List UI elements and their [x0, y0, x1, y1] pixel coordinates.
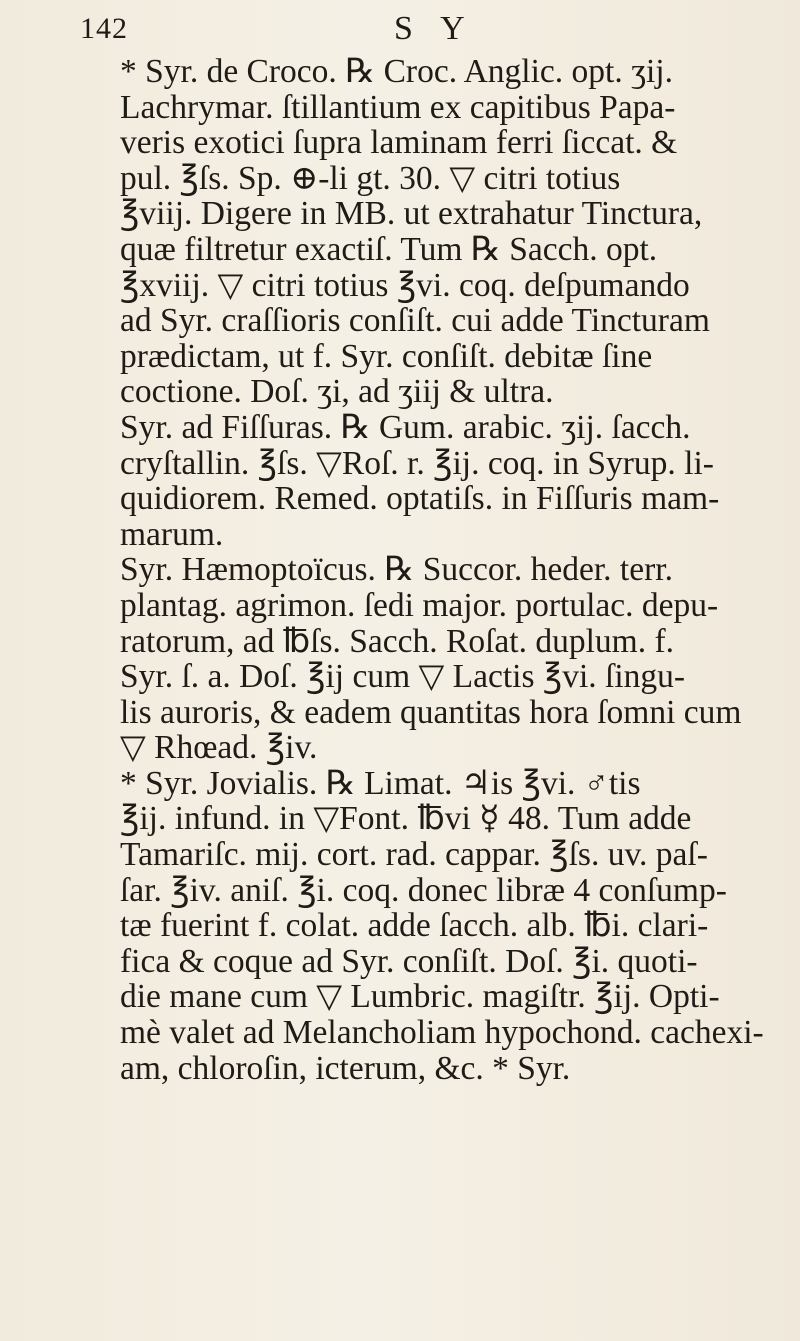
- page-number: 142: [80, 12, 128, 45]
- text-line: Syr. Hæmoptoïcus. ℞ Succor. heder. terr.: [120, 552, 673, 588]
- text-line: tæ fuerint f. colat. adde ſacch. alb. ℔i. clari-: [120, 908, 709, 944]
- text-line: Syr. ad Fiſſuras. ℞ Gum. arabic. ʒij. ſacch.: [120, 409, 691, 446]
- text-line: Syr. ſ. a. Doſ. ℥ij cum ▽ Lactis ℥vi. ſingu-: [120, 659, 686, 695]
- text-line: coctione. Doſ. ʒi, ad ʒiij & ultra.: [120, 374, 554, 410]
- page-header: [76, 6, 772, 54]
- entry-syr-haemoptoicus: [76, 552, 772, 766]
- text-line: cryſtallin. ℥ſs. ▽Roſ. r. ℥ij. coq. in Syrup. li-: [120, 445, 714, 482]
- text-line: ſar. ℥iv. aniſ. ℥i. coq. donec libræ 4 conſump-: [120, 872, 727, 909]
- text-line: ℥ij. infund. in ▽Font. ℔vi ☿ 48. Tum adde: [120, 801, 692, 838]
- body-text: [76, 54, 772, 1086]
- text-line: ℥viij. Digere in MB. ut extrahatur Tinctura,: [120, 196, 703, 232]
- text-line: * Syr. de Croco. ℞ Croc. Anglic. opt. ʒij.: [120, 54, 673, 90]
- text-line: * Syr. Jovialis. ℞ Limat. ♃is ℥vi. ♂tis: [120, 765, 641, 802]
- text-line: pul. ℥ſs. Sp. ⊕-li gt. 30. ▽ citri totius: [120, 160, 621, 197]
- text-line: prædictam, ut f. Syr. conſiſt. debitæ ſine: [120, 338, 653, 375]
- text-line: ▽ Rhœad. ℥iv.: [120, 730, 318, 766]
- text-line: am, chloroſin, icterum, &c. * Syr.: [120, 1050, 571, 1087]
- entry-syr-de-croco: [76, 54, 772, 410]
- text-line: plantag. agrimon. ſedi major. portulac. depu-: [120, 587, 719, 624]
- running-head: S Y: [394, 10, 475, 47]
- text-line: quidiorem. Remed. optatiſs. in Fiſſuris mam-: [120, 481, 720, 517]
- entry-syr-ad-fissuras: [76, 410, 772, 552]
- text-line: quæ filtretur exactiſ. Tum ℞ Sacch. opt.: [120, 231, 658, 268]
- text-line: ℥xviij. ▽ citri totius ℥vi. coq. deſpumando: [120, 267, 690, 304]
- text-line: lis auroris, & eadem quantitas hora ſomni cum: [120, 694, 742, 731]
- text-line: die mane cum ▽ Lumbric. magiſtr. ℥ij. Opti-: [120, 979, 720, 1016]
- text-line: Tamariſc. mij. cort. rad. cappar. ℥ſs. uv. paſ-: [120, 837, 708, 873]
- text-line: fica & coque ad Syr. conſiſt. Doſ. ℥i. quoti-: [120, 943, 698, 980]
- text-line: Lachrymar. ſtillantium ex capitibus Papa-: [120, 89, 676, 126]
- text-line: veris exotici ſupra laminam ferri ſiccat. &: [120, 125, 678, 161]
- text-line: ad Syr. craſſioris conſiſt. cui adde Tincturam: [120, 303, 710, 339]
- text-line: mè valet ad Melancholiam hypochond. cachexi-: [120, 1015, 764, 1051]
- entry-syr-jovialis: [76, 766, 772, 1086]
- text-line: ratorum, ad ℔ſs. Sacch. Roſat. duplum. f.: [120, 623, 674, 660]
- text-line: marum.: [120, 516, 224, 553]
